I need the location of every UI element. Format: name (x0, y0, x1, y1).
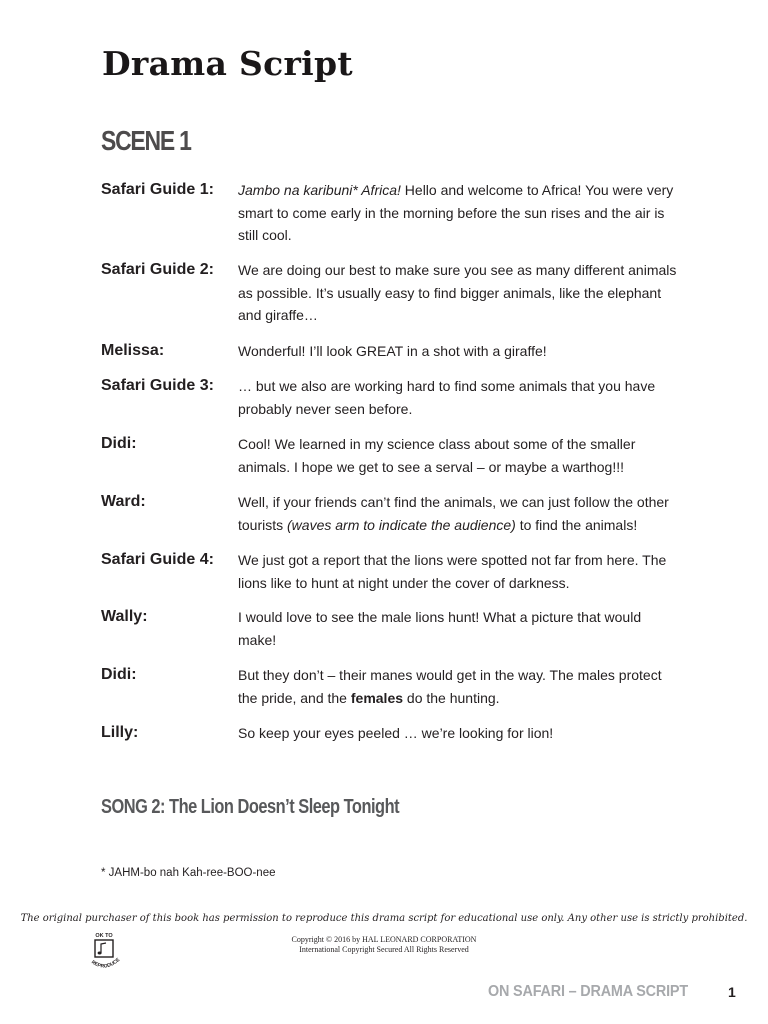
copyright-line: International Copyright Secured All Rights Reserved (299, 944, 469, 954)
speaker-name: Safari Guide 3: (101, 377, 214, 394)
speaker-name: Wally: (101, 608, 148, 625)
svg-text:REPRODUCE (90, 957, 122, 970)
speech-text: But they don’t – their manes would get in the way. The males protect the pride, and the females do the hunting. (238, 667, 662, 706)
speaker-name: Melissa: (101, 342, 165, 359)
badge-top-text: OK TO (95, 933, 113, 939)
permission-notice: The original purchaser of this book has permission to reproduce this drama script for educational use only. Any other use is strictly prohibited. (20, 913, 748, 924)
speech-text: … but we also are working hard to find some animals that you have probably never seen before. (238, 378, 656, 417)
speaker-name: Didi: (101, 666, 137, 683)
speaker-name: Lilly: (101, 724, 139, 741)
page-title: Drama Script (102, 44, 353, 83)
speaker-name: Safari Guide 4: (101, 551, 214, 568)
copyright-block (0, 935, 768, 954)
speaker-name: Didi: (101, 435, 137, 452)
speech-text: So keep your eyes peeled … we’re looking for lion! (238, 725, 554, 741)
copyright-line: Copyright © 2016 by HAL LEONARD CORPORATION (291, 935, 477, 944)
running-footer-title: ON SAFARI – DRAMA SCRIPT (488, 983, 688, 1000)
pronunciation-footnote: * JAHM-bo nah Kah-ree-BOO-nee (101, 867, 276, 879)
speech-text: Jambo na karibuni* Africa! Hello and welcome to Africa! You were very smart to come early in the morning before the sun rises and the air is still cool. (238, 182, 674, 243)
speech-text: Cool! We learned in my science class about some of the smaller animals. I hope we get to see a serval – or maybe a warthog!!! (238, 436, 636, 475)
speaker-name: Ward: (101, 493, 146, 510)
scene-heading: SCENE 1 (101, 125, 191, 156)
speech-text: We are doing our best to make sure you see as many different animals as possible. It’s usually easy to find bigger animals, like the elephant and giraffe… (238, 262, 677, 323)
speech-text: Wonderful! I’ll look GREAT in a shot with a giraffe! (238, 343, 547, 359)
song-heading: SONG 2: The Lion Doesn’t Sleep Tonight (101, 796, 400, 818)
speaker-name: Safari Guide 1: (101, 181, 214, 198)
speech-text: I would love to see the male lions hunt! What a picture that would make! (238, 609, 642, 648)
page-number: 1 (728, 984, 736, 1000)
speech-text: Well, if your friends can’t find the animals, we can just follow the other tourists (waves arm to indicate the audience) to find the animals! (238, 494, 669, 533)
speech-text: We just got a report that the lions were spotted not far from here. The lions like to hunt at night under the cover of darkness. (238, 552, 667, 591)
badge-bottom-text: REPRODUCE (90, 957, 122, 970)
speaker-name: Safari Guide 2: (101, 261, 214, 278)
